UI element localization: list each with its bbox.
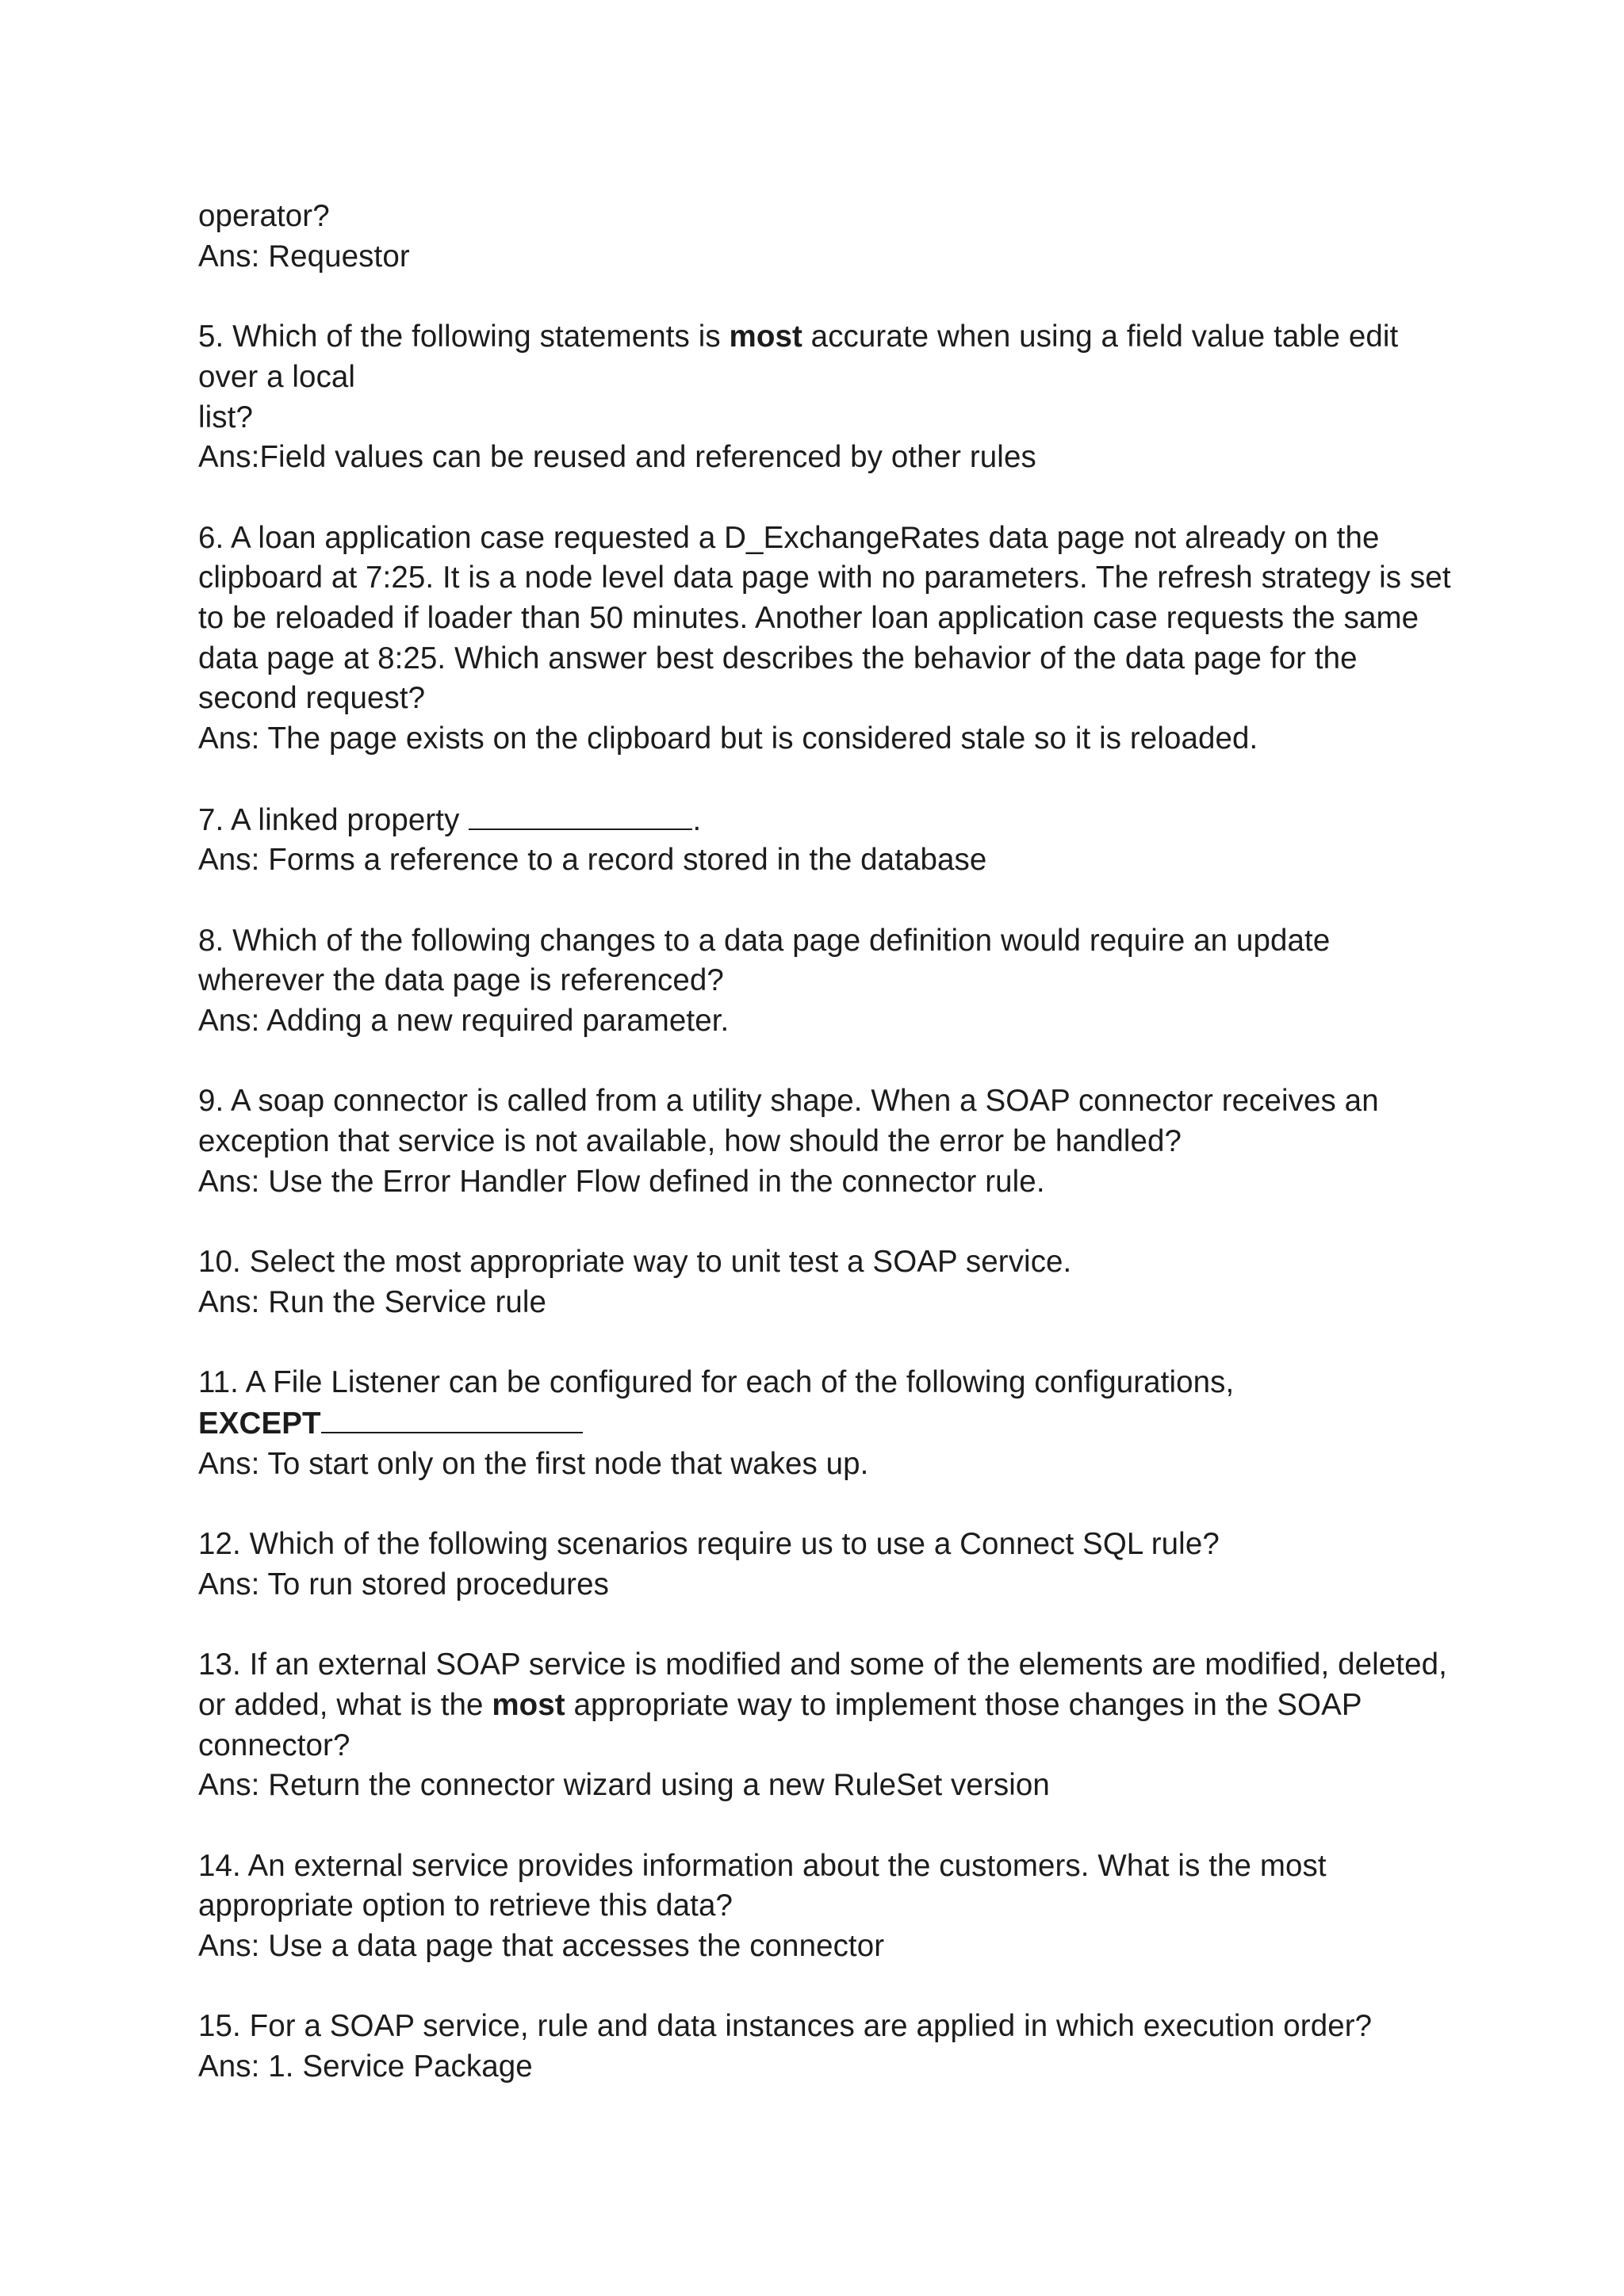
question-text: or added, what is the most appropriate way to implement those changes in the SOAP	[198, 1687, 1362, 1722]
question-5	[198, 317, 1451, 478]
question-text: appropriate option to retrieve this data?	[198, 1888, 733, 1923]
answer-text: Ans: Requestor	[198, 239, 410, 274]
paragraph-gap	[198, 1605, 1451, 1645]
question-text: second request?	[198, 681, 426, 716]
emphasis-text: most	[729, 320, 802, 354]
answer-text: Ans: Return the connector wizard using a new RuleSet version	[198, 1768, 1050, 1803]
question-4-continuation	[198, 197, 1451, 277]
emphasis-text: EXCEPT	[198, 1406, 321, 1441]
document-body	[198, 197, 1451, 2087]
question-text: wherever the data page is referenced?	[198, 963, 724, 998]
question-text: 14. An external service provides information about the customers. What is the most	[198, 1848, 1327, 1883]
answer-text: Ans: Use a data page that accesses the connector	[198, 1929, 885, 1964]
answer-text: Ans: Run the Service rule	[198, 1284, 547, 1319]
question-text: 12. Which of the following scenarios require us to use a Connect SQL rule?	[198, 1527, 1220, 1562]
question-11	[198, 1363, 1451, 1484]
answer-text: Ans: The page exists on the clipboard but is considered stale so it is reloaded.	[198, 721, 1258, 756]
answer-text: Ans: To start only on the first node that wakes up.	[198, 1446, 869, 1481]
emphasis-text: most	[492, 1687, 565, 1722]
question-9	[198, 1081, 1451, 1202]
answer-text: Ans: Use the Error Handler Flow defined in the connector rule.	[198, 1164, 1045, 1199]
question-text: connector?	[198, 1728, 350, 1762]
question-6	[198, 519, 1451, 760]
question-15	[198, 2007, 1451, 2087]
question-8	[198, 921, 1451, 1042]
paragraph-gap	[198, 478, 1451, 519]
question-text: 13. If an external SOAP service is modified and some of the elements are modified, deleted,	[198, 1647, 1447, 1682]
paragraph-gap	[198, 1323, 1451, 1364]
question-text: clipboard at 7:25. It is a node level data page with no parameters. The refresh strategy is set	[198, 561, 1451, 595]
question-text: 5. Which of the following statements is most accurate when using a field value table edit	[198, 320, 1399, 354]
question-text	[198, 1403, 1451, 1445]
question-14	[198, 1846, 1451, 1967]
paragraph-gap	[198, 277, 1451, 317]
question-text: exception that service is not available, how should the error be handled?	[198, 1124, 1182, 1159]
question-text: list?	[198, 400, 253, 434]
question-text: 6. A loan application case requested a D_ExchangeRates data page not already on the	[198, 520, 1380, 555]
question-text: 11. A File Listener can be configured for each of the following configurations,	[198, 1365, 1235, 1400]
question-text: to be reloaded if loader than 50 minutes. Another loan application case requests the same	[198, 601, 1419, 635]
question-text: 7. A linked property .	[198, 800, 1451, 841]
question-text: 15. For a SOAP service, rule and data instances are applied in which execution order?	[198, 2009, 1373, 2044]
question-10	[198, 1242, 1451, 1322]
question-text: 8. Which of the following changes to a data page definition would require an update	[198, 923, 1331, 958]
question-13	[198, 1645, 1451, 1806]
fill-in-blank	[469, 800, 692, 830]
paragraph-gap	[198, 881, 1451, 921]
answer-text: Ans: To run stored procedures	[198, 1567, 609, 1601]
question-12	[198, 1525, 1451, 1605]
paragraph-gap	[198, 1967, 1451, 2007]
question-text: over a local	[198, 359, 356, 394]
question-text: data page at 8:25. Which answer best describes the behavior of the data page for the	[198, 641, 1358, 675]
question-text: 10. Select the most appropriate way to unit test a SOAP service.	[198, 1245, 1072, 1280]
answer-text: Ans: 1. Service Package	[198, 2049, 533, 2084]
answer-text: Ans:Field values can be reused and referenced by other rules	[198, 440, 1036, 475]
paragraph-gap	[198, 1484, 1451, 1525]
paragraph-gap	[198, 1806, 1451, 1846]
question-text: operator?	[198, 199, 330, 233]
paragraph-gap	[198, 760, 1451, 800]
paragraph-gap	[198, 1203, 1451, 1243]
answer-text: Ans: Forms a reference to a record stored in the database	[198, 843, 987, 878]
fill-in-blank	[321, 1403, 583, 1433]
question-7	[198, 800, 1451, 881]
answer-text: Ans: Adding a new required parameter.	[198, 1004, 730, 1038]
question-text: 9. A soap connector is called from a utility shape. When a SOAP connector receives an	[198, 1084, 1379, 1119]
paragraph-gap	[198, 1042, 1451, 1082]
